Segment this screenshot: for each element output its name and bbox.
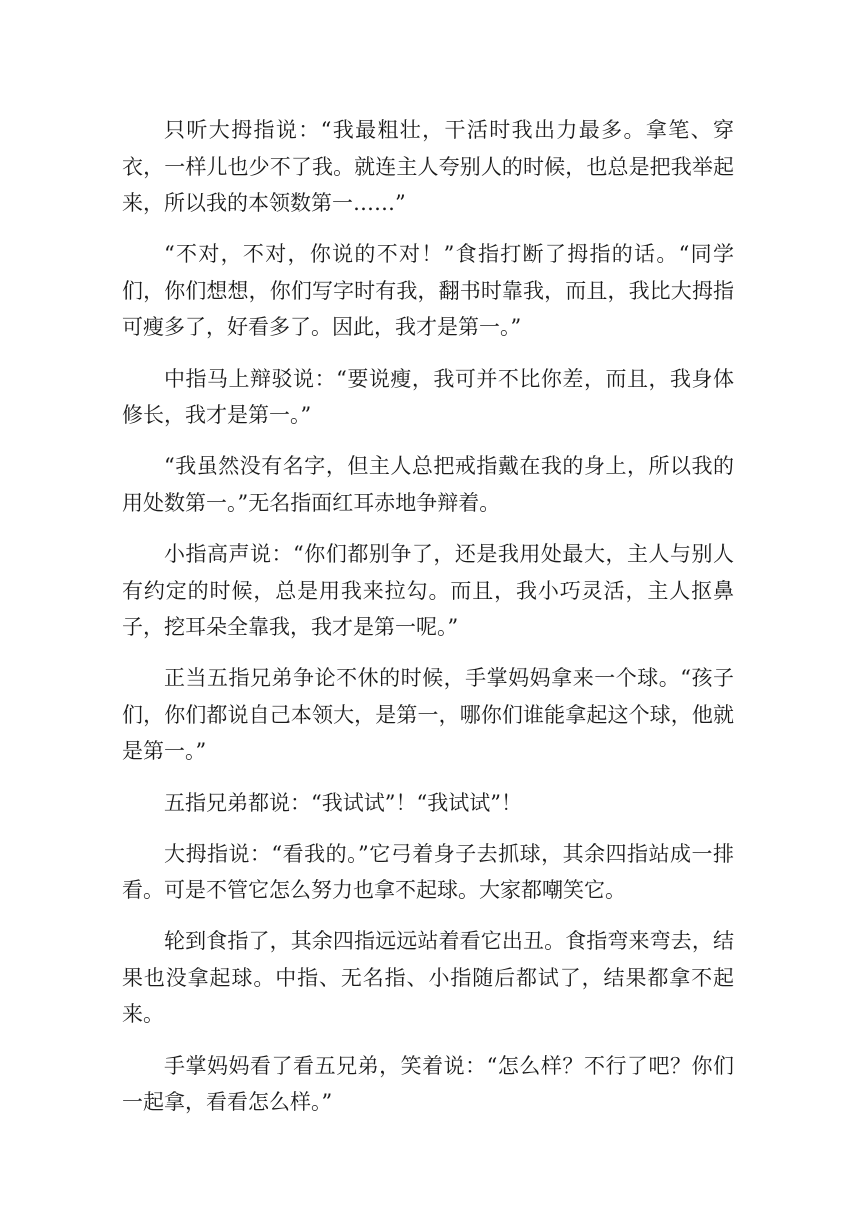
paragraph-little-finger-speech: 小指高声说：“你们都别争了，还是我用处最大，主人与别人有约定的时候，总是用我来拉勾。而且，我小巧灵活，主人抠鼻子，挖耳朵全靠我，我才是第一呢。”: [122, 541, 734, 640]
paragraph-others-attempt: 轮到食指了，其余四指远远站着看它出丑。食指弯来弯去，结果也没拿起球。中指、无名指、小指随后都试了，结果都拿不起来。: [122, 929, 734, 1027]
paragraph-ring-finger-speech: “我虽然没有名字，但主人总把戒指戴在我的身上，所以我的用处数第一。”无名指面红耳赤地争辩着。: [122, 454, 734, 515]
paragraph-middle-finger-speech: 中指马上辩驳说：“要说瘦，我可并不比你差，而且，我身体修长，我才是第一。”: [122, 366, 734, 428]
paragraph-thumb-speech: 只听大拇指说：“我最粗壮，干活时我出力最多。拿笔、穿衣，一样儿也少不了我。就连主人夸别人的时候，也总是把我举起来，所以我的本领数第一……”: [122, 118, 734, 216]
paragraph-thumb-attempt: 大拇指说：“看我的。”它弓着身子去抓球，其余四指站成一排看。可是不管它怎么努力也拿不起球。大家都嘲笑它。: [122, 841, 734, 903]
paragraph-palm-mother-ball: 正当五指兄弟争论不休的时候，手掌妈妈拿来一个球。“孩子们，你们都说自己本领大，是第一，哪你们谁能拿起这个球，他就是第一。”: [122, 666, 734, 764]
paragraph-index-finger-speech: “不对，不对，你说的不对！”食指打断了拇指的话。“同学们，你们想想，你们写字时有我，翻书时靠我，而且，我比大拇指可瘦多了，好看多了。因此，我才是第一。”: [122, 242, 734, 340]
paragraph-brothers-try: 五指兄弟都说：“我试试”！“我试试”！: [164, 790, 522, 815]
story-text: [122, 112, 734, 1135]
paragraph-palm-mother-suggestion: 手掌妈妈看了看五兄弟，笑着说：“怎么样？不行了吧？你们一起拿，看看怎么样。”: [122, 1053, 734, 1115]
